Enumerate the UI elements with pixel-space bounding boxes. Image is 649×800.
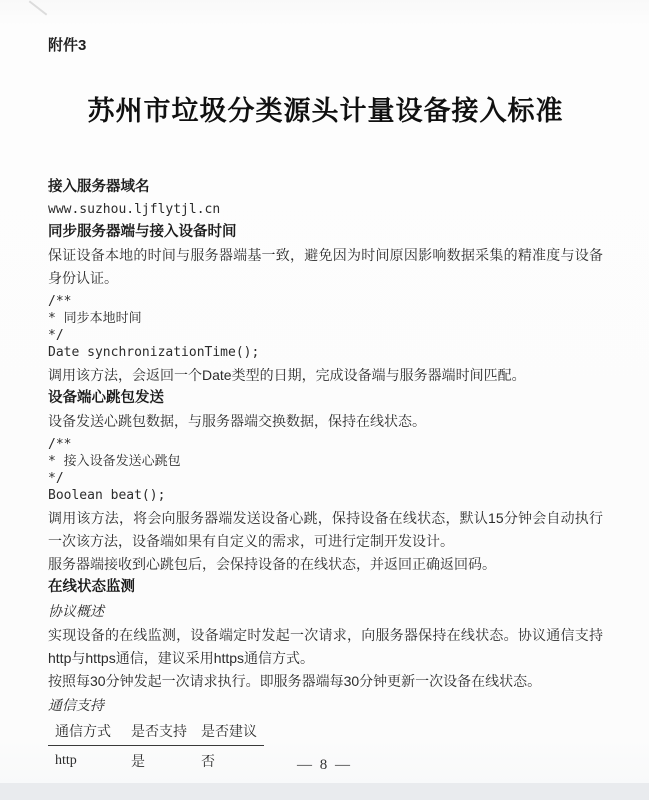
- section-heading-server-domain: 接入服务器域名: [48, 179, 150, 195]
- code-line: */: [48, 471, 64, 486]
- time-sync-note: 调用该方法，会返回一个Date类型的日期，完成设备端与服务器端时间匹配。: [48, 367, 526, 383]
- heartbeat-body: 设备发送心跳包数据，与服务器端交换数据，保持在线状态。: [48, 413, 426, 429]
- code-line: /**: [48, 437, 72, 452]
- page-title: 苏州市垃圾分类源头计量设备接入标准: [87, 96, 564, 126]
- code-line: * 接入设备发送心跳包: [48, 454, 181, 469]
- comm-table-header-cell: 是否支持: [131, 723, 187, 739]
- comm-table-header-row: [48, 719, 264, 746]
- code-line: /**: [48, 294, 72, 309]
- comm-table-cell: 是: [131, 753, 145, 769]
- code-line: Date synchronizationTime();: [48, 345, 260, 360]
- code-line: Boolean beat();: [48, 488, 166, 503]
- section-heading-online-monitor: 在线状态监测: [48, 579, 135, 595]
- subheading-comm-support: 通信支持: [48, 697, 104, 713]
- heartbeat-note-1: 调用该方法，将会向服务器端发送设备心跳，保持设备在线状态，默认15分钟会自动执行一次该方法，设备端如果有自定义的需求，可进行定制开发设计。: [48, 510, 603, 549]
- time-sync-code-block: [48, 293, 603, 361]
- online-monitor-paragraph-2: 按照每30分钟发起一次请求执行。即服务器端每30分钟更新一次设备在线状态。: [48, 673, 542, 689]
- comm-table-cell: 否: [201, 753, 215, 769]
- heartbeat-note-2: 服务器端接收到心跳包后，会保持设备的在线状态，并返回正确返回码。: [48, 556, 496, 572]
- time-sync-body: 保证设备本地的时间与服务器端基一致，避免因为时间原因影响数据采集的精准度与设备身份认证。: [48, 247, 603, 286]
- online-monitor-paragraph-1: 实现设备的在线监测，设备端定时发起一次请求，向服务器保持在线状态。协议通信支持http与https通信，建议采用https通信方式。: [48, 627, 603, 666]
- heartbeat-code-block: [48, 436, 603, 504]
- subheading-protocol-overview: 协议概述: [48, 603, 104, 619]
- section-heading-heartbeat: 设备端心跳包发送: [48, 390, 164, 406]
- code-line: * 同步本地时间: [48, 311, 142, 326]
- server-domain-url: www.suzhou.ljflytjl.cn: [48, 202, 221, 217]
- comm-table-header-cell: 是否建议: [201, 723, 257, 739]
- comm-table-header-cell: 通信方式: [55, 723, 111, 739]
- page-number: — 8 —: [297, 757, 352, 773]
- code-line: */: [48, 328, 64, 343]
- section-heading-time-sync: 同步服务器端与接入设备时间: [48, 224, 237, 240]
- attachment-label: 附件3: [48, 37, 87, 54]
- comm-table-cell: http: [55, 753, 77, 768]
- scan-bottom-edge: [0, 783, 649, 800]
